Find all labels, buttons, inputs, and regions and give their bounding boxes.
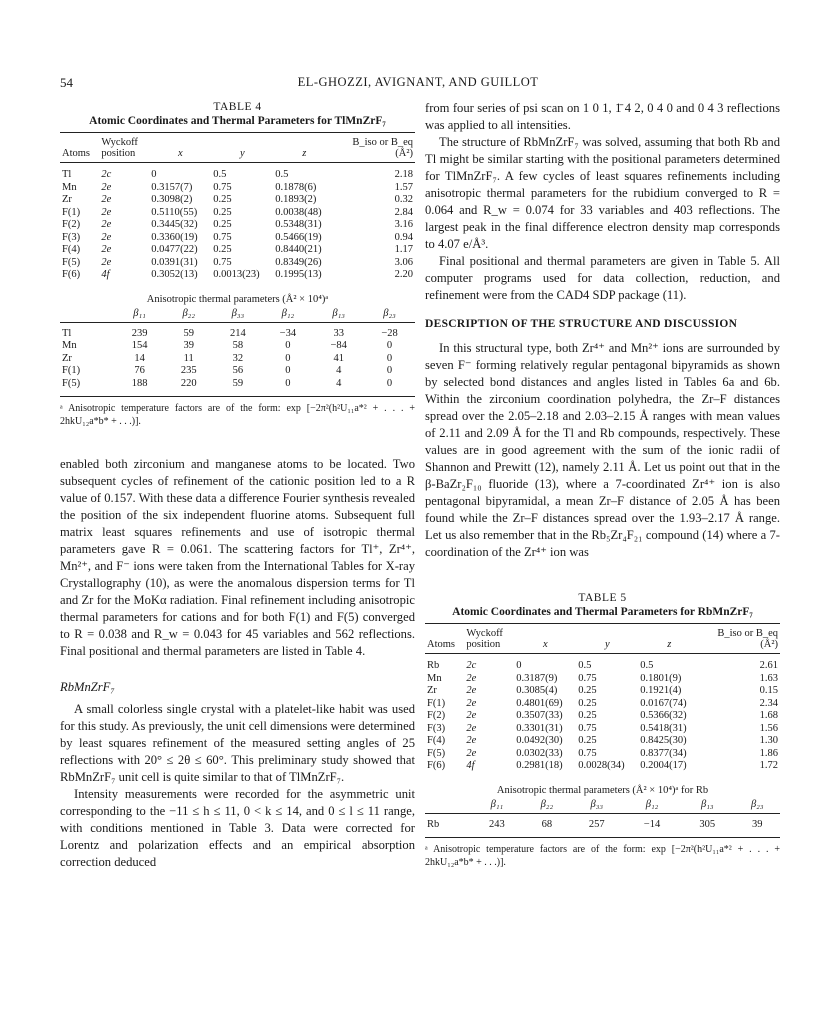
table-cell: 2c [101,169,112,180]
table-row [60,257,415,270]
table4-number: TABLE 4 [213,101,262,113]
table-cell: 0.3187(9) [516,672,558,684]
left-paragraph-2: A small colorless single crystal with a platelet-like habit was used for this study. As previously, the unit cell dimensions were determined by least squares refinement of the measured setting angles of 25 reflections with 20° ≤ 2θ ≤ 60°. This preliminary study showed that RbMnZrF₇ unit cell is quite similar to that of TlMnZrF₇. [60,702,415,784]
table-cell: 0 [285,377,291,389]
aniso-header-cell: β₁₂ [262,308,313,323]
table-cell: 0.3360(19) [151,231,198,243]
table-cell: −84 [330,340,347,351]
table-cell: 0.1995(13) [275,269,322,280]
table-row [60,322,415,340]
table4-coordinates [60,132,415,286]
table-cell: 0.25 [213,206,232,218]
table-cell: 14 [134,352,145,364]
table-cell: Tl [62,169,72,180]
table-cell: 2e [466,685,477,696]
table-cell: 2c [466,660,477,671]
table5-body [425,654,780,777]
table-cell: 0.3507(33) [516,710,563,721]
right-paragraph-1: from four series of psi scan on 1 0 1, 1̄ 4 2, 0 4 0 and 0 4 3 reflections was applied to all intensities. [425,101,780,132]
table-cell: 2e [466,697,477,709]
table-cell: 1.30 [759,735,778,746]
table-cell: 0 [386,340,393,351]
table-cell: 0.5 [213,169,227,180]
table5-aniso-title: Anisotropic thermal parameters (Å² × 10⁴)ᵃ for Rb [496,784,709,796]
table-cell: 4f [101,269,110,280]
aniso-header-cell: β₁₁ [115,308,164,323]
aniso-header-cell: β₁₃ [313,308,364,323]
table-cell: 0.0391(31) [151,256,198,268]
table-cell: −34 [279,327,297,339]
table-cell: 0.25 [578,697,597,709]
table-cell: 0.2981(18) [516,760,563,771]
table4-col-x: x [149,148,211,163]
table5-footnote: ᵃ Anisotropic temperature factors are of the form: exp [−2π²(h²U₁₁a*² + . . . + 2hkU₁₂a*b* + . . .)]. [425,844,780,868]
table-cell: 0.25 [213,194,232,205]
table-cell: 0.8425(30) [640,735,687,746]
table-cell: 3.16 [394,219,413,230]
table-cell: 0.1893(2) [275,194,317,205]
left-column [60,100,415,871]
table-cell: 3.06 [394,256,413,268]
table-row [425,698,780,711]
table4-col-atoms: Atoms [60,148,99,163]
table-cell: 0.3157(7) [151,181,193,193]
aniso-header-cell: β₂₃ [364,308,415,323]
table-cell: 2.18 [394,169,413,180]
table-cell: 4 [336,377,342,389]
table-cell: 0.75 [578,722,597,734]
table-cell: 2e [101,219,112,230]
table-cell: 41 [333,352,344,364]
table-cell: 0.2004(17) [640,760,687,771]
table-cell: 2e [466,747,477,759]
table5-caption [425,591,780,619]
table-cell: Mn [427,672,442,684]
table-cell: 0 [151,169,157,180]
table-cell: 1.72 [759,760,778,771]
table-cell: 0.0167(74) [640,697,687,709]
table-cell: 0.75 [213,231,232,243]
table-cell: F(5) [62,377,81,389]
table5-col-wyckoff: Wyckoff [466,628,503,639]
section-heading: DESCRIPTION OF THE STRUCTURE AND DISCUSSION [425,318,738,330]
table5-col-x: x [514,639,576,654]
table-cell: 0.5466(19) [275,231,322,243]
table-cell: 33 [333,327,344,339]
aniso-header-cell: β₃₃ [570,799,624,814]
page-number: 54 [60,75,73,90]
table-row [425,760,780,777]
table-row [60,244,415,257]
table5-coordinates [425,623,780,777]
table-cell: 2.84 [394,206,413,218]
table4-aniso-table [60,308,415,398]
table4-footnote: ᵃ Anisotropic temperature factors are of the form: exp [−2π²(h²U₁₁a*² + . . . + 2hkU₁₂a*b* + . . .)]. [60,403,415,427]
left-paragraph-3: Intensity measurements were recorded for the asymmetric unit corresponding to the −11 ≤ h ≤ 11, 0 < k ≤ 14, and 0 ≤ l ≤ 11 range, with conditions mentioned in Table 3. Data were corrected for Lorentz and polarization effects and an empirical absorption correction deduced [60,787,415,869]
table-cell: 2.20 [394,269,413,280]
table4-aniso-header [60,308,415,323]
table-cell: F(1) [62,365,81,376]
table-cell: 0 [285,340,291,351]
rbmnzrf7-subheading: RbMnZrF₇ [60,680,115,694]
table5-col-y: y [576,639,638,654]
table-cell: −28 [381,327,398,339]
table-cell: 0.5366(32) [640,710,687,721]
table-cell: 2e [466,722,477,734]
table5-col-unit: (Å²) [700,639,780,654]
left-paragraph-1: enabled both zirconium and manganese atoms to be located. Two subsequent cycles of refinement of the cationic position led to a R value of 0.157. With these data a difference Fourier synthesis revealed the position of the six independent fluorine atoms. Subsequent full matrix least squares refinements and use of isotropic thermal parameters gave R = 0.061. The scattering factors for Tl⁺, Zr⁴⁺, Mn²⁺, and F⁻ ions were taken from the International Tables for X-ray Crystallography (10), as were the anomalous dispersion terms for Tl and Zr for the MoKα radiation. Final refinement including anisotropic thermal parameters for cations and for both F(1) and F(5) converged to R = 0.038 and R_w = 0.043 for 45 variables and 562 reflections. Final positional and thermal parameters are listed in Table 4. [60,457,415,658]
table-row [60,269,415,286]
table-cell: −14 [643,818,661,830]
table-cell: 0 [285,352,291,364]
table-cell: 0.0028(34) [578,760,625,771]
table-cell: 0.94 [394,231,413,243]
table-row [60,182,415,195]
table-row [425,735,780,748]
table-cell: 0.5 [640,660,654,671]
table-cell: 2e [101,206,112,218]
aniso-header-cell: β₃₃ [213,308,262,323]
table-cell: 0.4801(69) [516,697,563,709]
right-paragraph-4: In this structural type, both Zr⁴⁺ and Mn²⁺ ions are surrounded by seven F⁻ forming relatively regular pentagonal bipyramids as shown by selected bond distances and angles listed in Tables 6a and 6b. Within the zirconium coordination polyhedra, the Zr–F distances spread over the 2.05–2.18 and 2.03–2.15 Å ranges with mean values of 2.11 and 2.09 Å for the Tl and Rb compounds, respectively. These values are in good agreement with the sum of the ionic radii of Shannon and Prewitt (12), namely 2.11 Å. Let us point out that in the β-BaZr₂F₁₀ fluoride (13), where a 7-coordinated Zr⁴⁺ ion is also pentagonal bipyramidal, a mean Zr–F distance of 2.05 Å has been found while the Zr–F distances spread over the 1.93–2.17 Å range. Let us also remember that in the Rb₅Zr₄F₂₁ compound (14) where a 7-coordination of the Zr⁴⁺ ion was [425,341,780,559]
table-cell: 2e [466,672,477,684]
table-cell: 0.25 [578,710,597,721]
table-row [60,353,415,366]
aniso-header-cell: β₁₁ [470,799,524,814]
table4-col-unit: (Å²) [335,148,415,163]
table-cell: Rb [427,818,440,830]
table-row [60,207,415,220]
table-row [60,232,415,245]
table-row [60,365,415,378]
table-cell: 0.8349(26) [275,256,322,268]
table-cell: 0.0038(48) [275,206,322,218]
table-cell: 257 [588,818,605,830]
table4-aniso-body [60,322,415,397]
table-row [425,813,780,838]
table-cell: F(3) [427,722,446,734]
table4-col-position: position [99,148,149,163]
table-cell: 0 [386,377,393,389]
table-cell: 235 [180,365,197,376]
table4-col-y: y [211,148,273,163]
table-cell: F(2) [427,710,446,721]
table-row [425,723,780,736]
table-cell: 0.0013(23) [213,269,260,280]
table4-body [60,163,415,286]
table5-title: Atomic Coordinates and Thermal Parameters for RbMnZrF₇ [452,606,753,618]
table-cell: 2e [101,256,112,268]
table-cell: 0 [285,365,291,376]
table-cell: 2.61 [759,660,778,671]
table-row [425,748,780,761]
table-cell: 2e [466,710,477,721]
table-cell: 2e [101,231,112,243]
table-cell: 0.8377(34) [640,747,687,759]
table-cell: 243 [489,818,505,830]
table-cell: 2e [466,735,477,746]
table-cell: F(3) [62,231,81,243]
aniso-header-cell: β₂₃ [734,799,780,814]
table-row [60,194,415,207]
table-cell: Zr [62,352,72,364]
table-cell: 4 [336,365,342,376]
table-cell: Mn [62,181,77,193]
table-cell: 1.17 [394,244,413,255]
table-cell: F(4) [62,244,81,255]
table-cell: 0.3085(4) [516,685,558,696]
table-cell: F(1) [62,206,81,218]
right-paragraph-3: Final positional and thermal parameters are given in Table 5. All computer programs used for data collection, reduction, and refinement were from the CAD4 SDP package (11). [425,254,780,302]
table-cell: 1.63 [759,672,778,684]
table-cell: 0.25 [578,685,597,696]
table5-col-z: z [638,639,700,654]
table4-caption [60,100,415,128]
table-row [60,378,415,397]
table-cell: 39 [751,818,763,830]
table-cell: 0.0302(33) [516,747,563,759]
table-cell: Rb [427,660,440,671]
table-row [425,710,780,723]
table-cell: 0.1921(4) [640,685,682,696]
table-cell: 0.75 [213,256,232,268]
table-cell: 0.8440(21) [275,244,322,255]
table-cell: 1.57 [394,181,413,193]
table-cell: F(6) [427,760,446,771]
table-cell: 1.68 [759,710,778,721]
table-cell: 0 [386,352,393,364]
table-cell: Zr [62,194,72,205]
table-cell: 11 [183,352,194,364]
table-cell: 4f [466,760,475,771]
table-cell: 154 [131,340,148,351]
right-column [425,100,780,869]
table-cell: 239 [131,327,148,339]
table-cell: 0.5418(31) [640,722,687,734]
aniso-header-cell: β₁₂ [624,799,680,814]
table-cell: F(5) [62,256,81,268]
table-cell: 76 [134,365,145,376]
table-cell: Tl [62,327,72,339]
table-cell: 0.75 [213,181,232,193]
table-cell: 1.86 [759,747,778,759]
table-row [425,654,780,673]
table-cell: 0.3052(13) [151,269,198,280]
table-cell: 0.3301(31) [516,722,563,734]
table-cell: 0.3098(2) [151,194,193,205]
right-paragraph-2: The structure of RbMnZrF₇ was solved, assuming that both Rb and Tl might be similar starting with the positional parameters determined for TlMnZrF₇. A few cycles of least squares refinements including anisotropic thermal parameters for the rubidium converged to R = 0.064 and R_w = 0.074 for 33 variables and 403 reflections. The largest peak in the final difference electron density map corresponds to 4.07 e/Å³. [425,135,780,251]
table4-col-z: z [273,148,335,163]
aniso-header-cell: β₂₂ [524,799,569,814]
table5-number: TABLE 5 [578,592,627,604]
table-cell: 2.34 [759,697,778,709]
table5-aniso-header [425,799,780,814]
aniso-header-blank [60,308,115,323]
table-row [60,219,415,232]
table-cell: 214 [230,327,246,339]
table-cell: 0.5348(31) [275,219,322,230]
table-row [60,340,415,353]
table4-title: Atomic Coordinates and Thermal Parameters for TlMnZrF₇ [89,115,386,127]
table-cell: 2e [101,194,112,205]
table-cell: 0 [386,365,393,376]
table5-col-biso: B_iso or B_eq [717,628,778,639]
table-cell: F(6) [62,269,81,280]
table-cell: 2e [101,244,112,255]
table-cell: 0.0492(30) [516,735,563,746]
aniso-header-blank [425,799,470,814]
table-row [60,163,415,182]
table-cell: 0.0477(22) [151,244,198,255]
table4-aniso-title: Anisotropic thermal parameters (Å² × 10⁴)ᵃ [146,293,329,305]
table-cell: Mn [62,340,77,351]
table-cell: 305 [699,818,716,830]
table-cell: 2e [101,181,112,193]
table-cell: 0.5 [275,169,289,180]
table-cell: 0.15 [759,685,778,696]
table4-col-wyckoff: Wyckoff [101,137,138,148]
table-cell: 0.75 [578,747,597,759]
table-cell: 32 [232,352,244,364]
aniso-header-cell: β₂₂ [164,308,213,323]
table4-col-biso: B_iso or B_eq [352,137,413,148]
table-cell: 59 [232,377,244,389]
table-cell: 0.1801(9) [640,672,682,684]
table-row [425,685,780,698]
table-cell: F(1) [427,697,446,709]
table-cell: Zr [427,685,437,696]
running-title: EL-GHOZZI, AVIGNANT, AND GUILLOT [297,75,539,89]
table-cell: F(2) [62,219,81,230]
table-cell: 188 [131,377,148,389]
table-cell: 0.32 [394,194,413,205]
table-cell: F(5) [427,747,446,759]
table5-aniso-table [425,799,780,839]
table-cell: 59 [183,327,194,339]
table-cell: 58 [232,340,244,351]
table-cell: F(4) [427,735,446,746]
table5-col-atoms: Atoms [425,639,464,654]
table5-aniso-body [425,813,780,838]
table-cell: 56 [232,365,244,376]
table-cell: 0.5110(55) [151,206,198,218]
table-cell: 0 [516,660,522,671]
table-row [425,673,780,686]
table-cell: 220 [180,377,197,389]
table-cell: 1.56 [759,722,778,734]
table-cell: 0.75 [578,672,597,684]
table-cell: 68 [541,818,553,830]
aniso-header-cell: β₁₃ [680,799,734,814]
table-cell: 0.3445(32) [151,219,198,230]
table-cell: 39 [183,340,194,351]
table-cell: 0.25 [213,244,232,255]
table-cell: 0.25 [213,219,232,230]
table-cell: 0.1878(6) [275,181,317,193]
table-cell: 0.25 [578,735,597,746]
table5-col-position: position [464,639,514,654]
table-cell: 0.5 [578,660,592,671]
